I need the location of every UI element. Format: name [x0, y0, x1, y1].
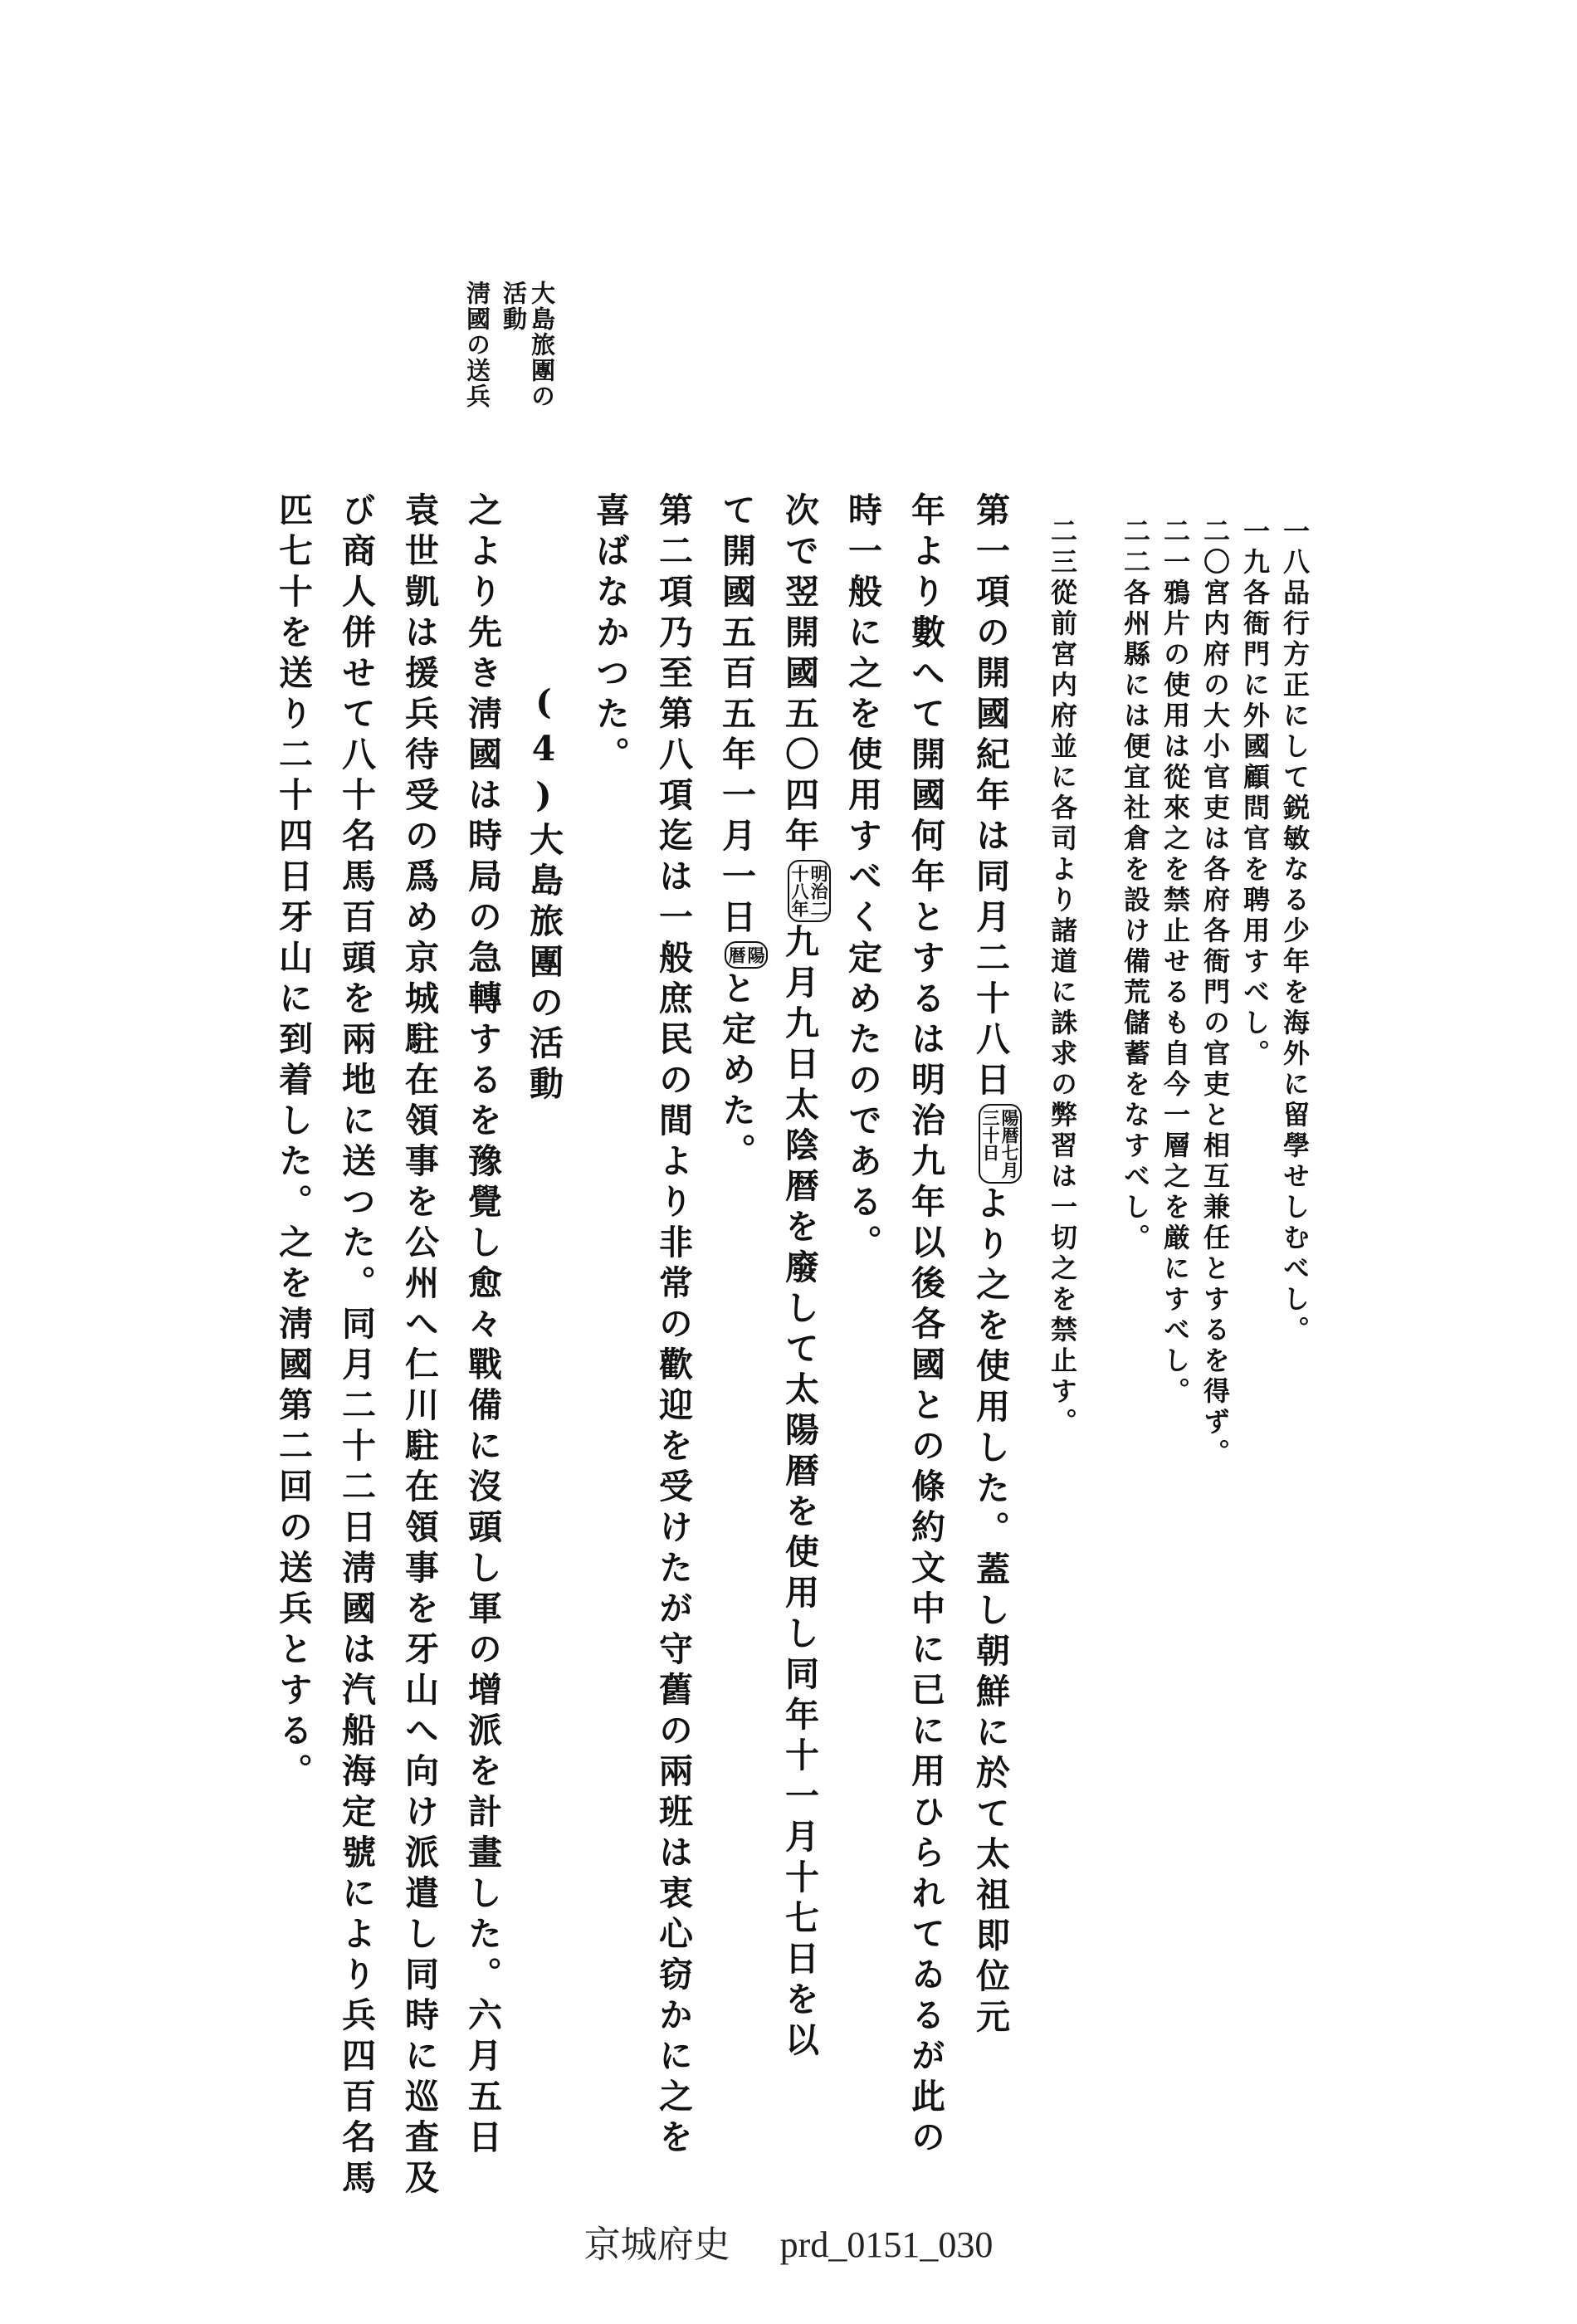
regulation-item-19: 一九各衙門に外國顧問官を聘用すべし。 [1239, 517, 1271, 1070]
paragraph-3-line-2: 袁世凱は援兵待受の爲め京城駐在領事を公州へ仁川駐在領事を牙山へ向け派遣し同時に巡査及 [399, 492, 439, 2200]
note-line: 暦 [726, 946, 747, 964]
paragraph-3-line-4: 匹七十を送り二十四日牙山に到着した。之を淸國第二回の送兵とする。 [273, 492, 313, 1794]
note-line: 明治二 [808, 865, 830, 917]
note-line: 三十日 [980, 1109, 1001, 1161]
paragraph-1-line-1 [970, 492, 1022, 2039]
regulation-item-18: 一八品行方正にして鋭敏なる少年を海外に留學せしむべし。 [1279, 517, 1311, 1346]
paragraph-1-line-3: 時一般に之を使用すべく定めたのである。 [842, 492, 882, 1265]
footer-title: 京城府史 [583, 2224, 730, 2265]
meiji-year-note [788, 860, 831, 922]
page-footer [0, 2214, 1577, 2268]
paragraph-1-line-5 [716, 492, 768, 1174]
solar-calendar-note [979, 1104, 1022, 1184]
regulation-item-20: 二〇宮内府の大小官吏は各府各衙門の官吏と相互兼任とするを得ず。 [1199, 517, 1231, 1469]
paragraph-2-line-1: 第二項乃至第八項迄は一般庶民の間より非常の歡迎を受けたが守舊の兩班は衷心窃かに之を [653, 492, 693, 2160]
paragraph-2-line-2: 喜ばなかつた。 [590, 492, 630, 777]
side-note-qing-troops: 淸國の送兵 [463, 281, 491, 409]
paragraph-1-line-4-text-a: 次で翌開國五〇四年 [779, 492, 819, 858]
note-line: 陽暦七月 [999, 1109, 1021, 1179]
regulation-item-21: 二一鴉片の使用は從來之を禁止せるも自今一層之を厳にすべし。 [1160, 517, 1191, 1408]
paragraph-1-line-1-text-a: 第一項の開國紀年は同月二十八日 [970, 492, 1010, 1102]
footer-code: prd_0151_030 [779, 2224, 994, 2265]
note-line: 十八年 [789, 865, 810, 917]
paragraph-1-line-4 [779, 492, 831, 2063]
paragraph-1-line-5-text-a: て開國五百五年一月一日 [716, 492, 756, 940]
regulation-item-22: 二二各州縣には便宜社倉を設け備荒儲蓄をなすべし。 [1120, 517, 1151, 1254]
paragraph-1-line-1-text-b: より之を使用した。蓋し朝鮮に於て太祖即位元 [970, 1185, 1010, 2039]
paragraph-1-line-4-text-b: 九月九日太陰暦を廢して太陽暦を使用し同年十一月十七日を以 [779, 924, 819, 2063]
paragraph-3-line-1: 之より先き淸國は時局の急轉するを豫覺し愈々戰備に沒頭し軍の增派を計畫した。六月五日 [462, 492, 502, 2160]
regulation-item-23: 二三從前宮内府並に各司より諸道に誅求の弊習は一切之を禁止す。 [1047, 517, 1078, 1438]
section-heading: (4)大島旅團の活動 [524, 682, 564, 1106]
paragraph-3-line-3: び商人併せて八十名馬百頭を兩地に送つた。同月二十二日淸國は汽船海定號により兵四百名馬 [336, 492, 376, 2200]
side-note-oshima-brigade-cont: 活動 [500, 281, 528, 332]
solar-calendar-short-note [725, 941, 768, 969]
note-line: 陽 [745, 946, 767, 964]
paragraph-1-line-2: 年より數へて開國何年とするは明治九年以後各國との條約文中に已に用ひられてゐるが此の [906, 492, 945, 2160]
side-note-oshima-brigade: 大島旅團の [528, 281, 556, 409]
paragraph-1-line-5-text-b: と定めた。 [716, 970, 756, 1174]
